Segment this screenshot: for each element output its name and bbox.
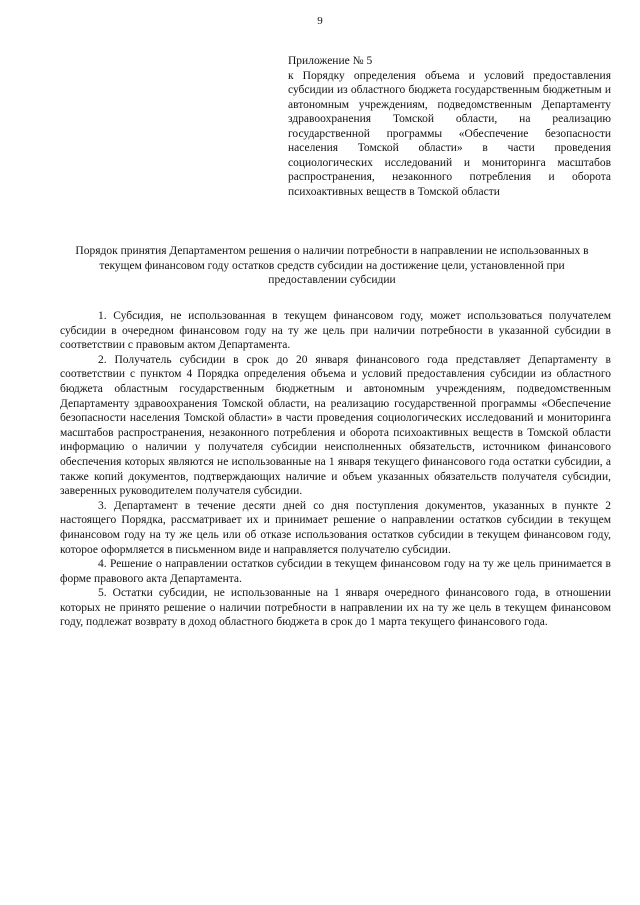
paragraph-3: 3. Департамент в течение десяти дней со дня поступления документов, указанных в пункте 2 настоящего Порядка, рассматривает их и принимает решение о направлении остатков субсидии в текущем финансовом году на ту же цель или об отказе использования остатков субсидии в текущем финансовом году, которое оформляется в письменном виде и направляется получателю субсидии. xyxy=(60,499,611,556)
appendix-text: к Порядку определения объема и условий предоставления субсидии из областного бюджета государственным бюджетным и автономным учреждениям, подведомственным Департаменту здравоохранения Томской области, на реализацию государственной программы «Обеспечение безопасности населения Томской области» в части проведения социологических исследований и мониторинга масштабов распространения, незаконного потребления и оборота психоактивных веществ в Томской области xyxy=(288,69,611,198)
appendix-block xyxy=(288,54,611,199)
paragraph-2: 2. Получатель субсидии в срок до 20 января финансового года представляет Департаменту в соответствии с пунктом 4 Порядка определения объема и условий предоставления субсидии из областного бюджета областным государственным бюджетным и автономным учреждениям, подведомственным Департаменту здравоохранения Томской области, на реализацию государственной программы «Обеспечение безопасности населения Томской области» в части проведения социологических исследований и мониторинга масштабов распространения, незаконного потребления и оборота психоактивных веществ в Томской области информацию о наличии у получателя субсидии неисполненных обязательств, источником финансового обеспечения которых являются не использованные на 1 января текущего финансового года остатки субсидии, а также копий документов, подтверждающих наличие и объем указанных обязательств получателя субсидии, заверенных руководителем получателя субсидии. xyxy=(60,353,611,498)
paragraph-5: 5. Остатки субсидии, не использованные на 1 января очередного финансового года, в отношении которых не принято решение о наличии потребности в направлении их на ту же цель в текущем финансовом году, подлежат возврату в доход областного бюджета в срок до 1 марта текущего финансового года. xyxy=(60,587,611,629)
paragraph-4: 4. Решение о направлении остатков субсидии в текущем финансовом году на ту же цель принимается в форме правового акта Департамента. xyxy=(60,558,611,585)
document-body xyxy=(60,309,611,630)
appendix-title: Приложение № 5 xyxy=(288,55,373,67)
page-number: 9 xyxy=(317,15,323,27)
paragraph-1: 1. Субсидия, не использованная в текущем финансовом году, может использоваться получателем субсидии в очередном финансовом году на ту же цель при наличии потребности в указанной субсидии в соответствии с правовым актом Департамента. xyxy=(60,310,611,352)
document-title: Порядок принятия Департаментом решения о наличии потребности в направлении не использованных в текущем финансовом году остатков средств субсидии на достижение цели, установленной при предоставлении субсидии xyxy=(75,245,589,286)
